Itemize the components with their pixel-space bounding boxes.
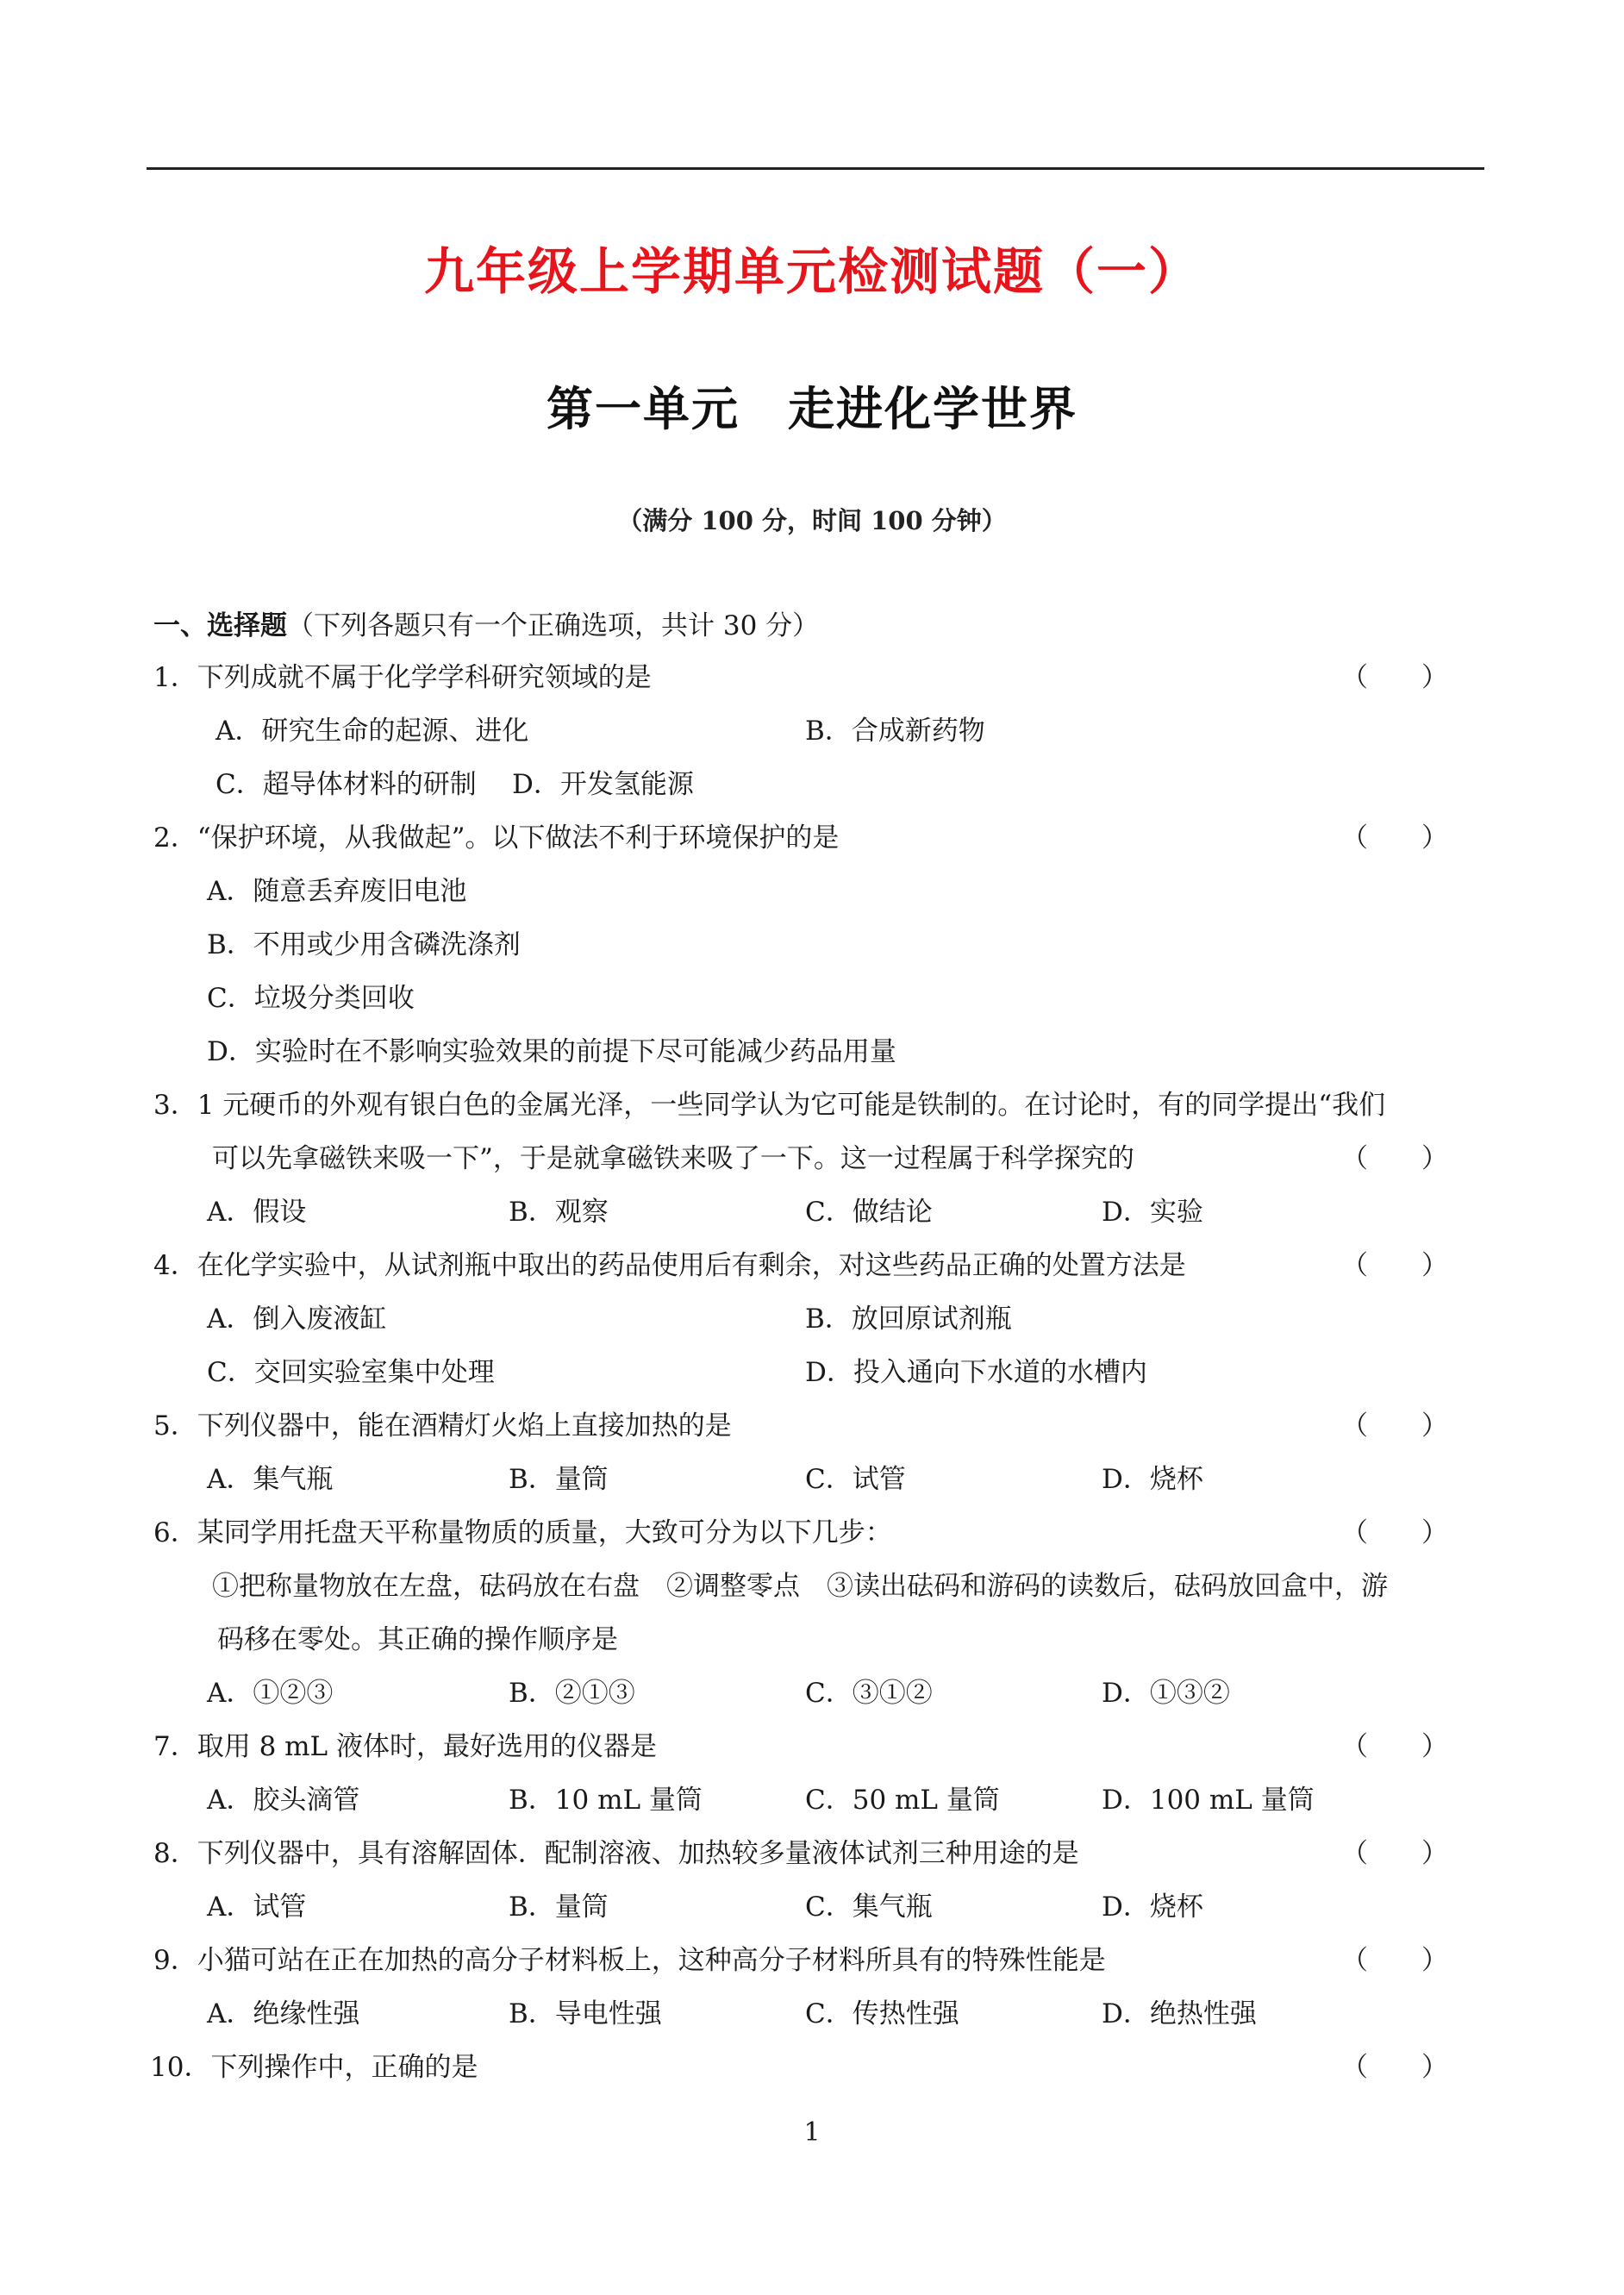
section-note: （下列各题只有一个正确选项，共计 30 分） xyxy=(287,610,820,641)
question-6-stem: 6．某同学用托盘天平称量物质的质量，大致可分为以下几步： xyxy=(153,1517,892,1548)
question-8-option-a: A．试管 xyxy=(207,1892,307,1923)
question-1-option-c: C．超导体材料的研制 xyxy=(215,769,477,800)
answer-bracket: （ ） xyxy=(1341,1731,1448,1762)
question-8-stem: 8．下列仪器中，具有溶解固体．配制溶液、加热较多量液体试剂三种用途的是 xyxy=(153,1838,1079,1869)
question-2-option-c: C．垃圾分类回收 xyxy=(207,983,415,1014)
question-7-option-b: B．10 mL 量筒 xyxy=(509,1785,703,1816)
header-rule xyxy=(147,167,1484,170)
question-4-stem: 4．在化学实验中，从试剂瓶中取出的药品使用后有剩余，对这些药品正确的处置方法是 xyxy=(153,1250,1186,1281)
question-10-stem: 10．下列操作中，正确的是 xyxy=(150,2052,478,2083)
question-3-option-c: C．做结论 xyxy=(805,1197,933,1228)
question-3-option-a: A．假设 xyxy=(207,1197,307,1228)
question-3-stem-continued: 可以先拿磁铁来吸一下”，于是就拿磁铁来吸了一下。这一过程属于科学探究的 xyxy=(212,1143,1134,1174)
answer-bracket: （ ） xyxy=(1341,822,1448,854)
question-7-option-a: A．胶头滴管 xyxy=(207,1785,360,1816)
question-9-option-b: B．导电性强 xyxy=(509,1998,662,2029)
answer-bracket: （ ） xyxy=(1341,1517,1448,1548)
question-8-option-d: D．烧杯 xyxy=(1102,1892,1203,1923)
page-number: 1 xyxy=(803,2117,821,2148)
exam-meta: （满分 100 分，时间 100 分钟） xyxy=(617,506,1007,535)
question-3-option-d: D．实验 xyxy=(1102,1197,1203,1228)
question-2-option-d: D．实验时在不影响实验效果的前提下尽可能减少药品用量 xyxy=(207,1036,896,1067)
answer-bracket: （ ） xyxy=(1341,1143,1448,1174)
question-6-option-c: C．③①② xyxy=(805,1678,933,1709)
section-label: 一、选择题 xyxy=(153,610,287,641)
question-9-stem: 9．小猫可站在正在加热的高分子材料板上，这种高分子材料所具有的特殊性能是 xyxy=(153,1945,1106,1976)
answer-bracket: （ ） xyxy=(1341,1250,1448,1281)
question-6-steps-continued: 码移在零处。其正确的操作顺序是 xyxy=(217,1624,618,1655)
unit-title: 第一单元 走进化学世界 xyxy=(547,381,1077,436)
question-9-option-d: D．绝热性强 xyxy=(1102,1998,1257,2029)
question-3-stem: 3．1 元硬币的外观有银白色的金属光泽，一些同学认为它可能是铁制的。在讨论时，有的同学提出“我们 xyxy=(153,1090,1386,1121)
answer-bracket: （ ） xyxy=(1341,1945,1448,1976)
question-4-option-c: C．交回实验室集中处理 xyxy=(207,1357,495,1388)
question-2-option-b: B．不用或少用含磷洗涤剂 xyxy=(207,929,521,960)
question-7-stem: 7．取用 8 mL 液体时，最好选用的仪器是 xyxy=(153,1731,657,1762)
answer-bracket: （ ） xyxy=(1341,662,1448,693)
question-7-option-c: C．50 mL 量筒 xyxy=(805,1785,1000,1816)
question-4-option-d: D．投入通向下水道的水槽内 xyxy=(805,1357,1147,1388)
question-6-option-a: A．①②③ xyxy=(207,1678,334,1709)
answer-bracket: （ ） xyxy=(1341,2052,1448,2083)
question-6-option-d: D．①③② xyxy=(1102,1678,1230,1709)
question-6-steps: ①把称量物放在左盘，砝码放在右盘 ②调整零点 ③读出砝码和游码的读数后，砝码放回盒中，游 xyxy=(212,1571,1388,1602)
question-6-option-b: B．②①③ xyxy=(509,1678,635,1709)
question-7-option-d: D．100 mL 量筒 xyxy=(1102,1785,1315,1816)
question-5-option-a: A．集气瓶 xyxy=(207,1464,334,1495)
exam-title: 九年级上学期单元检测试题（一） xyxy=(423,242,1200,301)
question-5-stem: 5．下列仪器中，能在酒精灯火焰上直接加热的是 xyxy=(153,1410,732,1441)
question-8-option-c: C．集气瓶 xyxy=(805,1892,933,1923)
question-9-option-c: C．传热性强 xyxy=(805,1998,959,2029)
question-5-option-c: C．试管 xyxy=(805,1464,906,1495)
question-5-option-b: B．量筒 xyxy=(509,1464,609,1495)
question-4-option-a: A．倒入废液缸 xyxy=(207,1304,387,1335)
answer-bracket: （ ） xyxy=(1341,1410,1448,1441)
question-4-option-b: B．放回原试剂瓶 xyxy=(805,1304,1012,1335)
answer-bracket: （ ） xyxy=(1341,1838,1448,1869)
question-1-option-d: D．开发氢能源 xyxy=(512,769,694,800)
question-9-option-a: A．绝缘性强 xyxy=(207,1998,360,2029)
question-1-option-a: A．研究生命的起源、进化 xyxy=(215,716,529,747)
question-2-stem: 2．“保护环境，从我做起”。以下做法不利于环境保护的是 xyxy=(153,822,840,854)
question-1-stem: 1．下列成就不属于化学学科研究领域的是 xyxy=(153,662,652,693)
question-5-option-d: D．烧杯 xyxy=(1102,1464,1203,1495)
question-2-option-a: A．随意丢弃废旧电池 xyxy=(207,876,467,907)
question-8-option-b: B．量筒 xyxy=(509,1892,609,1923)
question-3-option-b: B．观察 xyxy=(509,1197,609,1228)
question-1-option-b: B．合成新药物 xyxy=(805,716,985,747)
section-heading xyxy=(153,609,819,643)
